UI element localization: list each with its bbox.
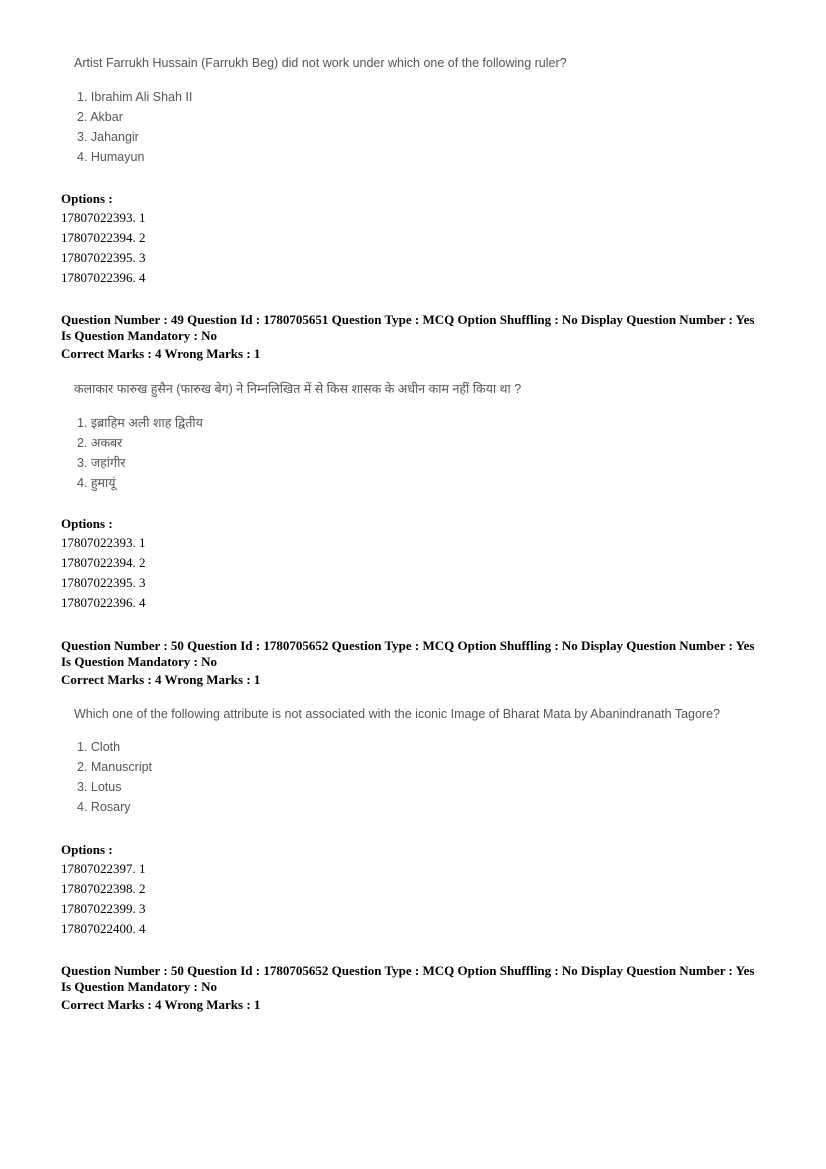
options-label: Options : [61, 191, 113, 206]
option-id-line: 17807022394. 2 [61, 230, 146, 245]
choice-item: 3. Jahangir [77, 130, 139, 144]
mandatory-line: Is Question Mandatory : No [61, 328, 218, 343]
choice-item: 3. जहांगीर [77, 456, 126, 470]
options-label: Options : [61, 516, 113, 531]
choice-item: 3. Lotus [77, 780, 122, 794]
mandatory-line: Is Question Mandatory : No [61, 979, 218, 994]
marks-line: Correct Marks : 4 Wrong Marks : 1 [61, 672, 261, 687]
mandatory-line: Is Question Mandatory : No [61, 654, 218, 669]
choice-item: 1. Ibrahim Ali Shah II [77, 90, 193, 104]
option-id-line: 17807022399. 3 [61, 901, 146, 916]
option-id-line: 17807022396. 4 [61, 270, 146, 285]
marks-line: Correct Marks : 4 Wrong Marks : 1 [61, 997, 261, 1012]
option-id-line: 17807022395. 3 [61, 575, 146, 590]
question-meta-line: Question Number : 50 Question Id : 1780705652 Question Type : MCQ Option Shuffling : No Display Question Number : Yes [61, 638, 755, 653]
choice-item: 1. Cloth [77, 740, 121, 754]
choice-item: 4. हुमायूं [77, 476, 116, 490]
choice-item: 2. अकबर [77, 436, 123, 450]
option-id-line: 17807022395. 3 [61, 250, 146, 265]
option-id-line: 17807022393. 1 [61, 535, 146, 550]
choice-item: 2. Manuscript [77, 760, 153, 774]
choice-item: 1. इब्राहिम अली शाह द्वितीय [77, 416, 203, 430]
question-text: Which one of the following attribute is not associated with the iconic Image of Bharat Mata by Abanindranath Tagore? [74, 707, 720, 721]
option-id-line: 17807022394. 2 [61, 555, 146, 570]
question-text: कलाकार फारुख हुसैन (फारुख बेग) ने निम्नलिखित में से किस शासक के अधीन काम नहीं किया था ? [74, 382, 522, 396]
options-label: Options : [61, 842, 113, 857]
option-id-line: 17807022397. 1 [61, 861, 146, 876]
marks-line: Correct Marks : 4 Wrong Marks : 1 [61, 346, 261, 361]
option-id-line: 17807022393. 1 [61, 210, 146, 225]
choice-item: 2. Akbar [77, 110, 123, 124]
choice-item: 4. Humayun [77, 150, 145, 164]
question-meta-line: Question Number : 50 Question Id : 1780705652 Question Type : MCQ Option Shuffling : No Display Question Number : Yes [61, 963, 755, 978]
question-text: Artist Farrukh Hussain (Farrukh Beg) did not work under which one of the following ruler? [74, 56, 567, 70]
choice-item: 4. Rosary [77, 800, 131, 814]
option-id-line: 17807022396. 4 [61, 595, 146, 610]
question-meta-line: Question Number : 49 Question Id : 1780705651 Question Type : MCQ Option Shuffling : No Display Question Number : Yes [61, 312, 755, 327]
option-id-line: 17807022400. 4 [61, 921, 146, 936]
option-id-line: 17807022398. 2 [61, 881, 146, 896]
